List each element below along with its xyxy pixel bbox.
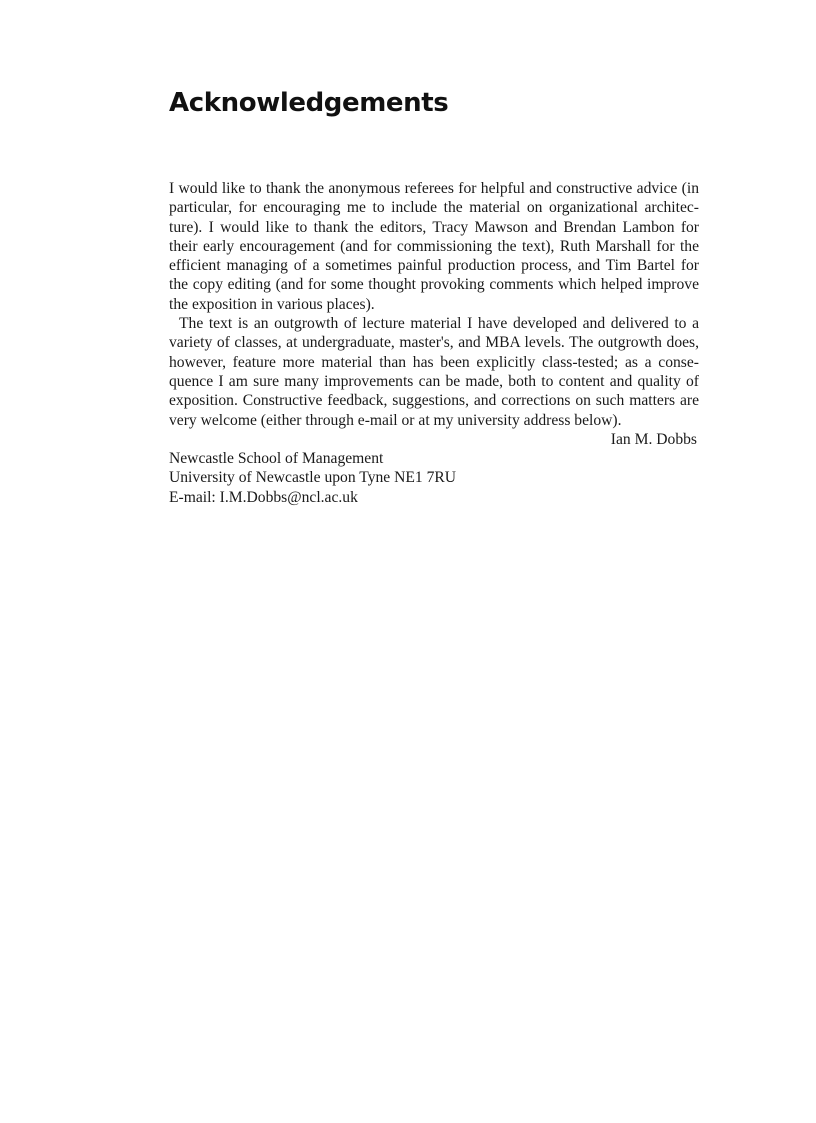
address-university: University of Newcastle upon Tyne NE1 7RU xyxy=(169,469,457,487)
address-email: E-mail: I.M.Dobbs@ncl.ac.uk xyxy=(169,488,358,506)
author-signature: Ian M. Dobbs xyxy=(610,430,697,448)
page-title: Acknowledgements xyxy=(169,88,449,118)
address-institution: Newcastle School of Management xyxy=(169,450,384,468)
paragraph-lecture-material: The text is an outgrowth of lecture material I have developed and delivered to a variety of classes, at undergraduate, master's, and MBA levels. The outgrowth does, however, feature more material than has been explicitly class-tested; as a consequence I am sure many improvements can be made, both to content and quality of exposition. Constructive feedback, suggestions, and corrections on such matters are very welcome (either through e-mail or at my university address below). xyxy=(169,315,699,429)
author-address xyxy=(169,449,699,507)
paragraph-referees-editors: I would like to thank the anonymous referees for helpful and constructive advice (in particular, for encouraging me to include the material on organizational architecture). I would like to thank the editors, Tracy Mawson and Brendan Lambon for their early encouragement (and for commissioning the text), Ruth Marshall for the efficient managing of a sometimes painful production process, and Tim Bartel for the copy editing (and for some thought provoking comments which helped improve the exposition in various places). xyxy=(169,180,699,313)
acknowledgements-body xyxy=(169,179,699,507)
